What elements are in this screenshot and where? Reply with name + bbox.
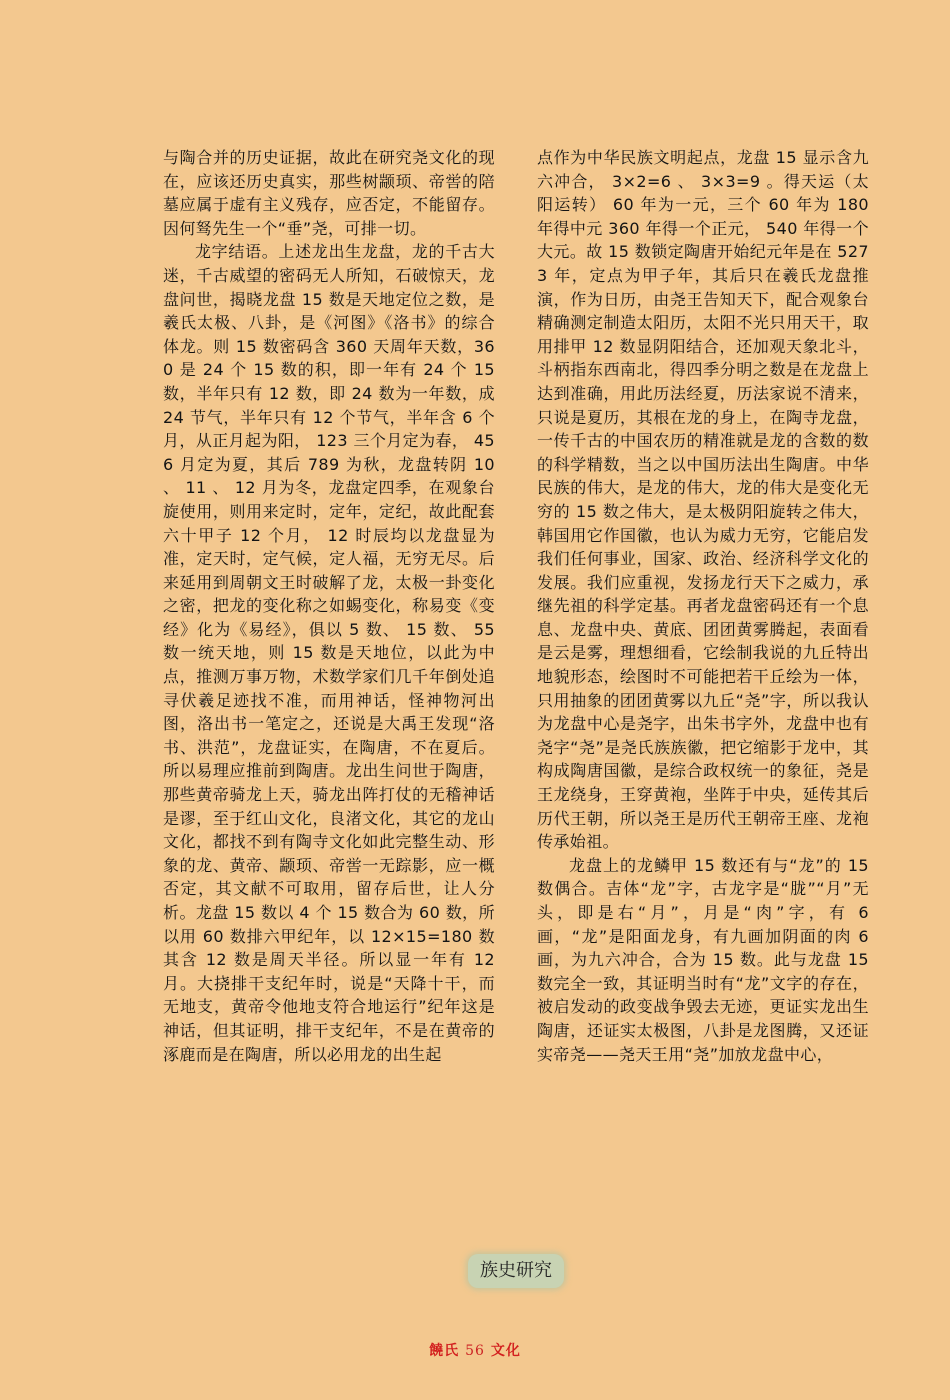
right-paragraph-2: 龙盘上的龙鳞甲 15 数还有与“龙”的 15 数偶合。吉体“龙”字，古龙字是“胧”“月”无头，即是右“月”，月是“肉”字，有 6 画，“龙”是阳面龙身，有九画加阴面的肉 6 画，为九六冲合，合为 15 数。此与龙盘 15 数完全一致，其证明当时有“龙”文字的存在，被启发动的政变战争毁去无迹，更证实龙出生陶唐，还证实太极图，八卦是龙图腾，又还证实帝尧——尧天王用“尧”加放龙盘中心， — [537, 855, 869, 1064]
section-label: 族史研究 — [468, 1254, 564, 1288]
footer-magazine-suffix: 文化 — [490, 1343, 521, 1359]
left-paragraph-2: 龙字结语。上述龙出生龙盘，龙的千古大迷，千古威望的密码无人所知，石破惊天，龙盘问世，揭晓龙盘 15 数是天地定位之数，是羲氏太极、八卦，是《河图》《洛书》的综合体龙。则 15 数密码含 360 天周年天数，360 是 24 个 15 数的积，即一年有 24 个 15 数，半年只有 12 数，即 24 数为一年数，成 24 节气，半年只有 12 个节气，半年含 6 个月，从正月起为阳， 123 三个月定为春， 456 月定为夏，其后 789 为秋，龙盘转阴 10 、 11 、 12 月为冬，龙盘定四季，在观象台旋使用，则用来定时，定年，定纪，故此配套六十甲子 12 个月， 12 时辰均以龙盘显为准，定天时，定气候，定人福，无穷无尽。后来延用到周朝文王时破解了龙，太极一卦变化之密，把龙的变化称之如蜴变化，称易变《变经》化为《易经》，俱以 5 数、 15 数、 55 数一统天地，则 15 数是天地位，以此为中点，推测万事万物，术数学家们几千年倒处追寻伏羲足迹找不准，而用神话，怪神物河出图，洛出书一笔定之，还说是大禹王发现“洛书、洪范”，龙盘证实，在陶唐，不在夏后。所以易理应推前到陶唐。龙出生问世于陶唐，那些黄帝骑龙上天，骑龙出阵打仗的无稽神话是谬，至于红山文化，良渚文化，其它的龙山文化，都找不到有陶寺文化如此完整生动、形象的龙、黄帝、颛顼、帝喾一无踪影，应一概否定，其文献不可取用，留存后世，让人分析。龙盘 15 数以 4 个 15 数合为 60 数，所以用 60 数排六甲纪年，以 12×15=180 数其含 12 数是周天半径。所以显一年有 12 月。大挠排干支纪年时，说是“天降十干，而无地支，黄帝令他地支符合地运行”纪年这是神话，但其证明，排干支纪年，不是在黄帝的涿鹿而是在陶唐，所以必用龙的出生起 — [163, 242, 495, 1064]
left-text-column — [163, 146, 495, 1066]
page-footer — [0, 1340, 950, 1360]
page-number: 56 — [465, 1343, 485, 1359]
right-paragraph-1: 点作为中华民族文明起点，龙盘 15 显示含九六冲合， 3×2=6 、 3×3=9 。得天运（太阳运转） 60 年为一元，三个 60 年为 180 年得中元 360 年得一个正元， 540 年得一个大元。故 15 数锁定陶唐开始纪元年是在 5273 年，定点为甲子年，其后只在羲氏龙盘推演，作为日历，由尧王告知天下，配合观象台精确测定制造太阳历，太阳不光只用天干，取用排甲 12 数显阴阳结合，还加观天象北斗，斗柄指东西南北，得四季分明之数是在龙盘上达到准确，用此历法经夏，历法家说不清来，只说是夏历，其根在龙的身上，在陶寺龙盘，一传千古的中国农历的精准就是龙的含数的数的科学精数，当之以中国历法出生陶唐。中华民族的伟大，是龙的伟大，龙的伟大是变化无穷的 15 数之伟大，是太极阴阳旋转之伟大，韩国用它作国徽，也认为威力无穷，它能启发我们任何事业，国家、政治、经济科学文化的发展。我们应重视，发扬龙行天下之威力，承继先祖的科学定基。再者龙盘密码还有一个息息、龙盘中央、黄底、团团黄雾腾起，表面看是云是雾，理想细看，它绘制我说的九丘特出地貌形态，绘图时不可能把若干丘绘为一体，只用抽象的团团黄雾以九丘“尧”字，所以我认为龙盘中心是尧字，出朱书字外，龙盘中也有尧字“尧”是尧氏族族徽，把它缩影于龙中，其构成陶唐国徽，是综合政权统一的象征，尧是王龙绕身，王穿黄袍，坐阵于中央，延传其后历代王朝，所以尧王是历代王朝帝王座、龙袍传承始祖。 — [537, 148, 869, 852]
right-text-column — [537, 146, 869, 1066]
footer-magazine-name: 饒氏 — [429, 1343, 460, 1359]
left-paragraph-1: 与陶合并的历史证据，故此在研究尧文化的现在，应该还历史真实，那些树颛顼、帝喾的陪墓应属于虚有主义残存，应否定，不能留存。因何驽先生一个“垂”尧，可排一切。 — [163, 148, 495, 238]
